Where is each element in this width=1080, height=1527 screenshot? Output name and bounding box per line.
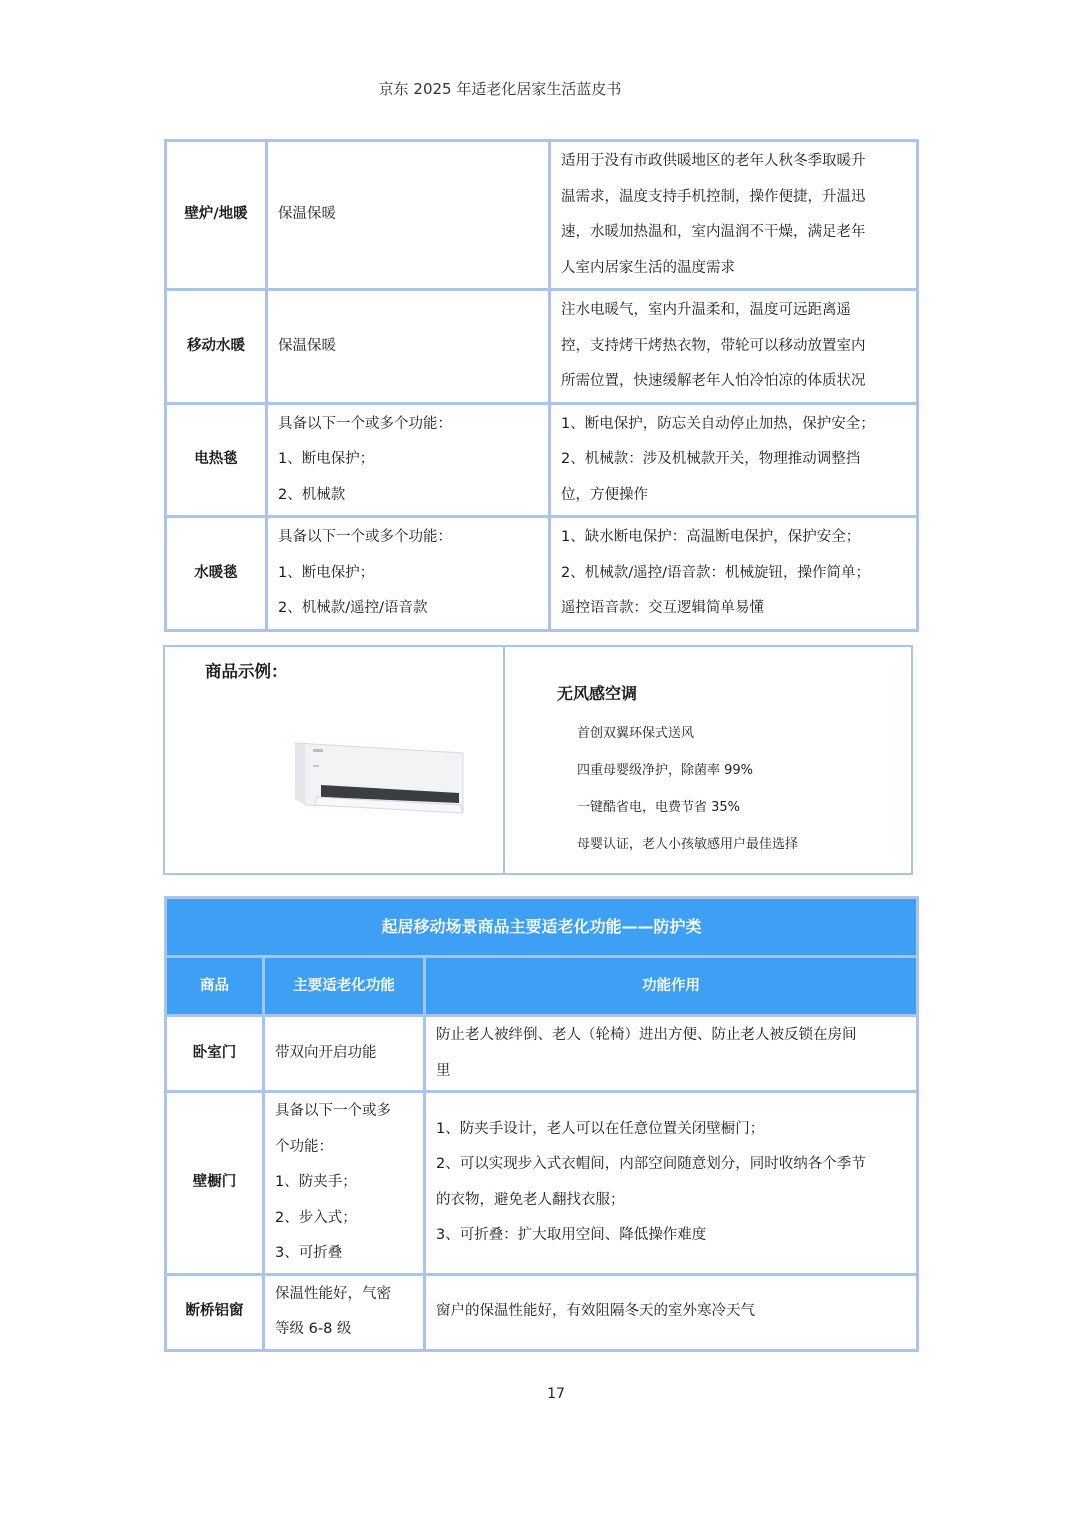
feature-line: 个功能： bbox=[275, 1138, 333, 1155]
product-cell: 电热毯 bbox=[166, 403, 267, 517]
feature-line: 具备以下一个或多 bbox=[275, 1103, 391, 1119]
table-row bbox=[166, 1092, 918, 1275]
feature-cell bbox=[267, 517, 550, 631]
example-label: 商品示例： bbox=[205, 662, 288, 681]
effect-line: 2、可以实现步入式衣帽间，内部空间随意划分，同时收纳各个季节 bbox=[436, 1156, 866, 1173]
column-header: 主要适老化功能 bbox=[264, 957, 425, 1016]
effect-line: 注水电暖气，室内升温柔和，温度可远距离遥 bbox=[561, 302, 851, 318]
feature-line: 1、断电保护； bbox=[278, 564, 375, 581]
product-cell: 壁橱门 bbox=[166, 1092, 264, 1275]
effect-line: 窗户的保温性能好，有效阻隔冬天的室外寒冷天气 bbox=[436, 1303, 755, 1320]
effect-line: 1、防夹手设计，老人可以在任意位置关闭壁橱门； bbox=[436, 1120, 765, 1137]
effect-line: 位，方便操作 bbox=[561, 486, 648, 503]
effect-cell bbox=[550, 517, 918, 631]
feature-line: 等级 6-8 级 bbox=[275, 1321, 352, 1337]
feature-line: 保温保暖 bbox=[278, 337, 336, 354]
warming-products-table bbox=[164, 139, 919, 632]
effect-line: 适用于没有市政供暖地区的老年人秋冬季取暖升 bbox=[561, 153, 866, 169]
product-cell: 断桥铝窗 bbox=[166, 1274, 264, 1350]
feature-line: 保温性能好，气密 bbox=[275, 1285, 391, 1302]
list-item: 首创双翼环保式送风 bbox=[577, 726, 695, 741]
effect-line: 所需位置，快速缓解老年人怕冷怕凉的体质状况 bbox=[561, 373, 866, 389]
effect-cell bbox=[550, 403, 918, 517]
product-cell: 卧室门 bbox=[166, 1016, 264, 1092]
feature-line: 保温保暖 bbox=[278, 206, 336, 223]
feature-cell bbox=[264, 1274, 425, 1350]
feature-cell bbox=[264, 1092, 425, 1275]
column-header: 商品 bbox=[166, 957, 264, 1016]
effect-cell bbox=[425, 1274, 918, 1350]
feature-line: 具备以下一个或多个功能： bbox=[278, 415, 452, 432]
example-product-name: 无风感空调 bbox=[557, 684, 638, 703]
effect-line: 1、缺水断电保护：高温断电保护，保护安全； bbox=[561, 529, 861, 545]
product-cell: 壁炉/地暖 bbox=[166, 141, 267, 290]
list-item: 四重母婴级净护，除菌率 99% bbox=[577, 763, 754, 778]
table-row bbox=[166, 290, 918, 404]
example-feature-list bbox=[577, 715, 798, 863]
protection-products-table bbox=[164, 896, 919, 1352]
effect-cell bbox=[425, 1016, 918, 1092]
feature-line: 具备以下一个或多个功能： bbox=[278, 529, 452, 545]
page-number: 17 bbox=[547, 1386, 565, 1402]
feature-cell bbox=[267, 141, 550, 290]
effect-cell bbox=[550, 141, 918, 290]
table-row bbox=[166, 141, 918, 290]
feature-line: 3、可折叠 bbox=[275, 1245, 343, 1261]
product-cell: 水暖毯 bbox=[166, 517, 267, 631]
effect-line: 速，水暖加热温和，室内温润不干燥，满足老年 bbox=[561, 224, 866, 240]
effect-line: 2、机械款：涉及机械款开关，物理推动调整挡 bbox=[561, 451, 861, 467]
effect-line: 3、可折叠：扩大取用空间、降低操作难度 bbox=[436, 1227, 707, 1244]
running-header: 京东 2025 年适老化居家生活蓝皮书 bbox=[378, 80, 622, 98]
effect-line: 里 bbox=[436, 1062, 451, 1079]
table-row bbox=[166, 1016, 918, 1092]
feature-cell bbox=[264, 1016, 425, 1092]
effect-line: 的衣物，避免老人翻找衣服； bbox=[436, 1191, 625, 1208]
effect-line: 遥控语音款：交互逻辑简单易懂 bbox=[561, 600, 764, 616]
effect-cell bbox=[425, 1092, 918, 1275]
table-row bbox=[166, 517, 918, 631]
list-item: 一键酷省电，电费节省 35% bbox=[577, 800, 741, 815]
effect-line: 2、机械款/遥控/语音款：机械旋钮，操作简单； bbox=[561, 564, 870, 581]
feature-line: 2、机械款/遥控/语音款 bbox=[278, 600, 428, 616]
product-example-box bbox=[163, 645, 913, 875]
column-header: 功能作用 bbox=[425, 957, 918, 1016]
feature-line: 2、机械款 bbox=[278, 486, 346, 503]
table-header-row bbox=[166, 957, 918, 1016]
effect-line: 1、断电保护，防忘关自动停止加热，保护安全； bbox=[561, 415, 875, 432]
effect-cell bbox=[550, 290, 918, 404]
product-cell: 移动水暖 bbox=[166, 290, 267, 404]
feature-line: 1、断电保护； bbox=[278, 451, 375, 467]
feature-line: 2、步入式； bbox=[275, 1209, 357, 1226]
feature-line: 带双向开启功能 bbox=[275, 1044, 377, 1061]
table-row bbox=[166, 403, 918, 517]
air-conditioner-image bbox=[291, 739, 467, 823]
feature-line: 1、防夹手； bbox=[275, 1174, 357, 1190]
effect-line: 温需求，温度支持手机控制，操作便捷，升温迅 bbox=[561, 188, 866, 205]
table-row bbox=[166, 1274, 918, 1350]
feature-cell bbox=[267, 403, 550, 517]
effect-line: 控，支持烤干烤热衣物，带轮可以移动放置室内 bbox=[561, 337, 866, 354]
list-item: 母婴认证，老人小孩敏感用户最佳选择 bbox=[577, 837, 799, 852]
effect-line: 人室内居家生活的温度需求 bbox=[561, 259, 735, 276]
feature-cell bbox=[267, 290, 550, 404]
example-divider bbox=[503, 647, 505, 873]
effect-line: 防止老人被绊倒、老人（轮椅）进出方便、防止老人被反锁在房间 bbox=[436, 1027, 857, 1043]
table-title: 起居移动场景商品主要适老化功能——防护类 bbox=[166, 898, 918, 957]
